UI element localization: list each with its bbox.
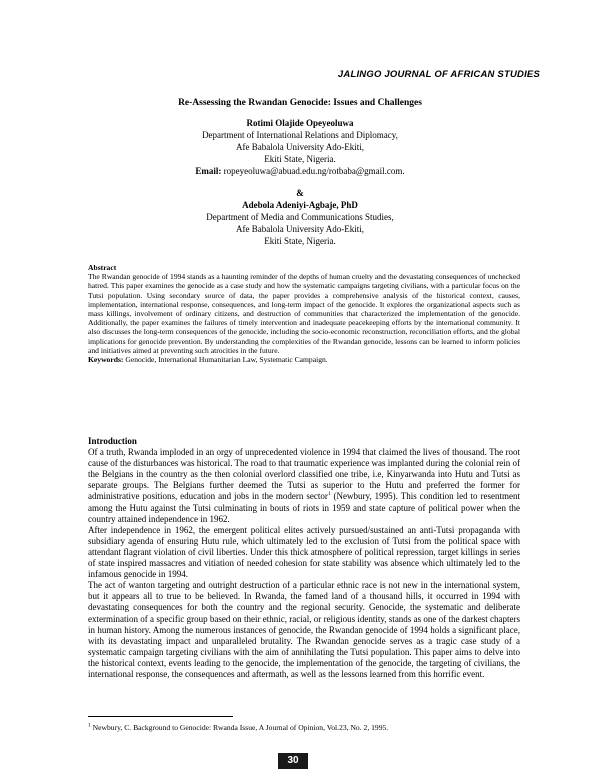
intro-p1-part-a: Of a truth, Rwanda imploded in an orgy of unprecedented violence in 1994 that claimed the lives of thousand. The root cause of the disturbances was historical. The road to that traumatic experience was implanted during the colonial rein of the Belgians in the country as the then colonial overlord classified one tribe, i.e, Kinyarwanda into Hutu and Tutsi as separate groups. The Belgians further deemed the Tutsi as superior to the Hutu and preferred the former for administrative positions, education and jobs in the modern sector	[88, 447, 520, 502]
footnote-mark: 1	[88, 722, 91, 729]
keywords-line	[88, 355, 520, 364]
intro-p1-part-b: (Newbury, 1995). This condition led to resentment among the Hutu against the Tutsi culminating in bouts of riots in 1959 and state capture of political power when the country attained independence in 1962.	[88, 491, 520, 524]
author1-email: ropeyeoluwa@abuad.edu.ng/rotbaba@gmail.com.	[221, 166, 405, 176]
footnote-divider	[88, 716, 233, 717]
abstract-body: The Rwandan genocide of 1994 stands as a haunting reminder of the depths of human cruelty and the devastating consequences of unchecked hatred. This paper examines the genocide as a case study and how the systematic campaigns targeting civilians, with a particular focus on the Tutsi population. Using secondary source of data, the paper provides a comprehensive analysis of the historical context, causes, implementation, international response, consequences, and long-term impact of the genocide. It explores the organizational aspects such as mass killings, involvement of ordinary citizens, and destruction of communities that characterized the implementation of the genocide. Additionally, the paper examines the failures of timely intervention and inadequate peacekeeping efforts by the international community. It also discusses the long-term consequences of the genocide, including the socio-economic reconstruction, reconciliation efforts, and the global implications for genocide prevention. By understanding the complexities of the Rwandan genocide, lessons can be learned to inform policies and initiatives aimed at preventing such atrocities in the future.	[88, 272, 520, 355]
paper-title: Re-Assessing the Rwandan Genocide: Issues and Challenges	[178, 98, 422, 108]
page-number: 30	[278, 753, 308, 769]
author1-name: Rotimi Olajide Opeyeoluwa	[246, 118, 354, 128]
keywords-label: Keywords:	[88, 355, 124, 365]
author2-name: Adebola Adeniyi-Agbaje, PhD	[242, 200, 358, 210]
author2-place: Ekiti State, Nigeria.	[264, 236, 336, 246]
abstract-section	[88, 263, 520, 364]
abstract-heading: Abstract	[88, 263, 117, 272]
keywords-text: Genocide, International Humanitarian Law, Systematic Campaign.	[123, 355, 328, 365]
author1-place: Ekiti State, Nigeria.	[264, 154, 336, 164]
author1-email-line	[0, 165, 600, 177]
author-separator: &	[296, 188, 304, 198]
journal-header: JALINGO JOURNAL OF AFRICAN STUDIES	[337, 69, 540, 80]
author2-univ: Afe Babalola University Ado-Ekiti,	[236, 224, 364, 234]
intro-paragraph-3: The act of wanton targeting and outright destruction of a particular ethnic race is not new in the international system, but it appears all to true to be believed. In Rwanda, the famed land of a thousand hills, it occurred in 1994 with devastating consequences for both the country and the regional security. Genocide, the systematic and deliberate extermination of a specific group based on their ethnic, racial, or religious identity, stands as one of the darkest chapters in human history. Among the numerous instances of genocide, the Rwandan genocide of 1994 holds a significant place, with its devastating impact and unparalleled brutality. The Rwandan genocide serves as a tragic case study of a systematic campaign targeting civilians with the aim of annihilating the Tutsi population. This paper aims to delve into the historical context, events leading to the genocide, the implementation of the genocide, the targeting of civilians, the international response, the consequences and aftermath, as well as the lessons learned from this horrific event.	[88, 580, 520, 679]
author2-dept: Department of Media and Communications Studies,	[206, 212, 394, 222]
author1-dept: Department of International Relations and Diplomacy,	[202, 130, 398, 140]
introduction-section	[88, 436, 520, 680]
intro-paragraph-1	[88, 447, 520, 525]
footnote	[88, 723, 520, 732]
introduction-heading: Introduction	[88, 436, 137, 446]
author1-univ: Afe Babalola University Ado-Ekiti,	[236, 142, 364, 152]
intro-paragraph-2: After independence in 1962, the emergent political elites actively pursued/sustained an anti-Tutsi propaganda with subsidiary agenda of ensuring Hutu rule, which ultimately led to the exclusion of Tutsi from the political space with attendant flagrant violation of civil liberties. Under this thick atmosphere of political repression, target killings in series of state inspired massacres and vitiation of needed cohesion for state stability was absence which ultimately led to the infamous genocide in 1994.	[88, 524, 520, 580]
author-block	[0, 117, 600, 247]
footnote-text: Newbury, C. Background to Genocide: Rwanda Issue, A Journal of Opinion, Vol.23, No. 2, 1995.	[90, 723, 389, 732]
footnote-ref: 1	[327, 491, 331, 498]
email-label: Email:	[195, 166, 222, 176]
